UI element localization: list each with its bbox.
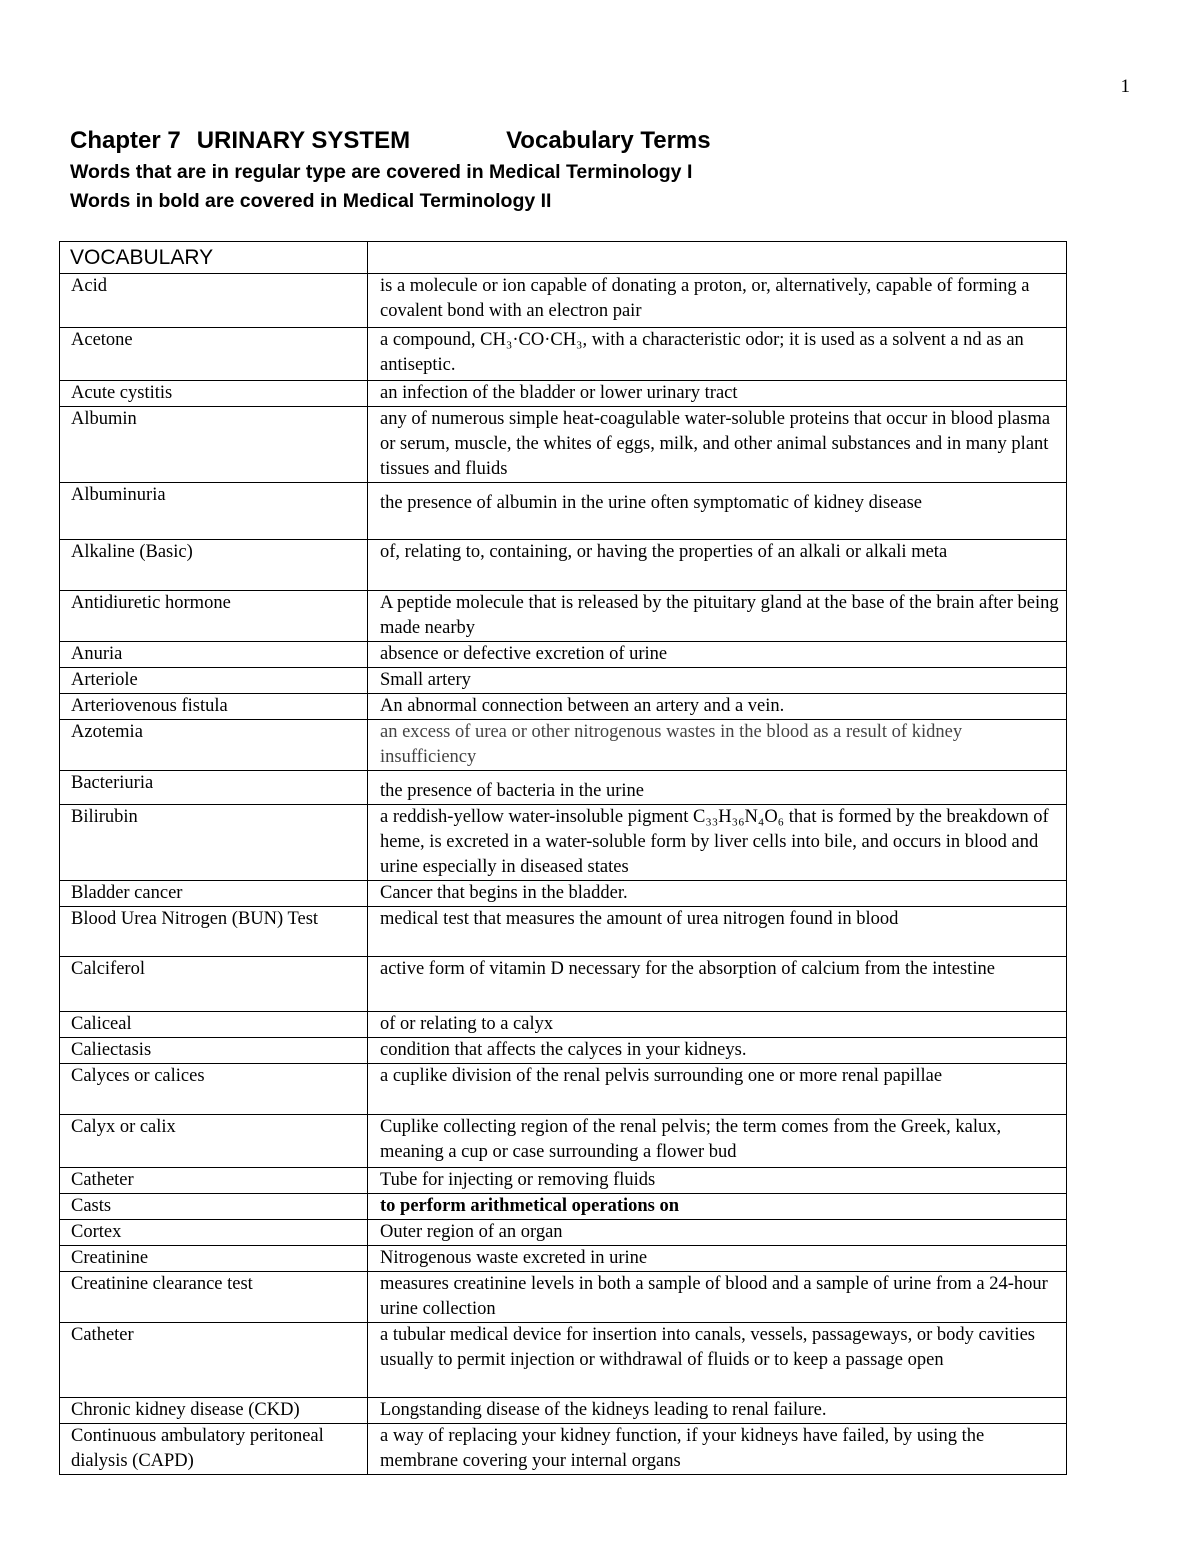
term-cell: Antidiuretic hormone <box>60 591 368 642</box>
definition-cell: an infection of the bladder or lower urinary tract <box>368 381 1067 407</box>
definition-cell: the presence of bacteria in the urine <box>368 771 1067 805</box>
table-row <box>60 1424 1067 1475</box>
table-row <box>60 805 1067 881</box>
term-cell: Calyx or calix <box>60 1115 368 1168</box>
table-row <box>60 407 1067 483</box>
table-row <box>60 771 1067 805</box>
definition-cell: condition that affects the calyces in your kidneys. <box>368 1038 1067 1064</box>
term-cell: Acid <box>60 274 368 328</box>
definition-cell: a tubular medical device for insertion into canals, vessels, passageways, or body cavities usually to permit injection or withdrawal of fluids or to keep a passage open <box>368 1323 1067 1398</box>
table-row <box>60 1064 1067 1115</box>
table-row <box>60 1168 1067 1194</box>
definition-cell: the presence of albumin in the urine often symptomatic of kidney disease <box>368 483 1067 540</box>
table-row <box>60 881 1067 907</box>
term-cell: Blood Urea Nitrogen (BUN) Test <box>60 907 368 957</box>
page-number: 1 <box>1120 76 1130 97</box>
term-cell: Creatinine <box>60 1246 368 1272</box>
document-header <box>70 124 711 216</box>
vocabulary-table <box>59 241 1067 1475</box>
term-cell: Catheter <box>60 1323 368 1398</box>
definition-cell: an excess of urea or other nitrogenous wastes in the blood as a result of kidney insufficiency <box>368 720 1067 771</box>
definition-cell: any of numerous simple heat-coagulable water-soluble proteins that occur in blood plasma or serum, muscle, the whites of eggs, milk, and other animal substances and in many plant tissues and fluids <box>368 407 1067 483</box>
definition-cell: to perform arithmetical operations on <box>368 1194 1067 1220</box>
term-cell: Casts <box>60 1194 368 1220</box>
definition-cell: a cuplike division of the renal pelvis surrounding one or more renal papillae <box>368 1064 1067 1115</box>
term-cell: Azotemia <box>60 720 368 771</box>
definition-cell: A peptide molecule that is released by the pituitary gland at the base of the brain after being made nearby <box>368 591 1067 642</box>
table-row <box>60 668 1067 694</box>
table-row <box>60 1323 1067 1398</box>
term-cell: Arteriovenous fistula <box>60 694 368 720</box>
table-row <box>60 1220 1067 1246</box>
term-cell: Anuria <box>60 642 368 668</box>
table-row <box>60 1398 1067 1424</box>
table-row <box>60 642 1067 668</box>
table-row <box>60 1038 1067 1064</box>
definition-header <box>368 242 1067 274</box>
definition-cell: Tube for injecting or removing fluids <box>368 1168 1067 1194</box>
term-cell: Cortex <box>60 1220 368 1246</box>
definition-cell: absence or defective excretion of urine <box>368 642 1067 668</box>
term-cell: Albumin <box>60 407 368 483</box>
table-row <box>60 907 1067 957</box>
definition-cell: a compound, CH₃·CO·CH₃, with a characteristic odor; it is used as a solvent a nd as an antiseptic. <box>368 328 1067 381</box>
definition-cell: Small artery <box>368 668 1067 694</box>
table-row <box>60 694 1067 720</box>
definition-cell: Nitrogenous waste excreted in urine <box>368 1246 1067 1272</box>
table-row <box>60 1246 1067 1272</box>
term-cell: Arteriole <box>60 668 368 694</box>
definition-cell: Outer region of an organ <box>368 1220 1067 1246</box>
definition-cell: measures creatinine levels in both a sample of blood and a sample of urine from a 24-hour urine collection <box>368 1272 1067 1323</box>
term-cell: Acetone <box>60 328 368 381</box>
definition-cell: An abnormal connection between an artery and a vein. <box>368 694 1067 720</box>
definition-cell: of, relating to, containing, or having the properties of an alkali or alkali meta <box>368 540 1067 591</box>
system-label: URINARY SYSTEM <box>196 127 411 154</box>
term-cell: Chronic kidney disease (CKD) <box>60 1398 368 1424</box>
title-line <box>70 124 711 158</box>
definition-cell: a way of replacing your kidney function, if your kidneys have failed, by using the membrane covering your internal organs <box>368 1424 1067 1475</box>
table-row <box>60 957 1067 1012</box>
term-cell: Catheter <box>60 1168 368 1194</box>
definition-cell: medical test that measures the amount of urea nitrogen found in blood <box>368 907 1067 957</box>
definition-cell: a reddish-yellow water-insoluble pigment C₃₃H₃₆N₄O₆ that is formed by the breakdown of heme, is excreted in a water-soluble form by liver cells into bile, and occurs in blood and urine especially in diseased states <box>368 805 1067 881</box>
chapter-label: Chapter 7 <box>70 127 181 154</box>
definition-cell: Cuplike collecting region of the renal pelvis; the term comes from the Greek, kalux, meaning a cup or case surrounding a flower bud <box>368 1115 1067 1168</box>
term-cell: Creatinine clearance test <box>60 1272 368 1323</box>
definition-cell: Cancer that begins in the bladder. <box>368 881 1067 907</box>
vocabulary-header: VOCABULARY <box>60 242 368 274</box>
term-cell: Acute cystitis <box>60 381 368 407</box>
term-cell: Albuminuria <box>60 483 368 540</box>
bold-type-note: Words in bold are covered in Medical Terminology II <box>70 190 552 212</box>
definition-cell: active form of vitamin D necessary for the absorption of calcium from the intestine <box>368 957 1067 1012</box>
table-row <box>60 328 1067 381</box>
table-row <box>60 274 1067 328</box>
table-row <box>60 1272 1067 1323</box>
term-cell: Bladder cancer <box>60 881 368 907</box>
table-row <box>60 381 1067 407</box>
definition-cell: is a molecule or ion capable of donating a proton, or, alternatively, capable of forming a covalent bond with an electron pair <box>368 274 1067 328</box>
term-cell: Bilirubin <box>60 805 368 881</box>
regular-type-note: Words that are in regular type are covered in Medical Terminology I <box>70 161 693 183</box>
table-row <box>60 483 1067 540</box>
term-cell: Calyces or calices <box>60 1064 368 1115</box>
table-row <box>60 540 1067 591</box>
term-cell: Calciferol <box>60 957 368 1012</box>
table-row <box>60 1194 1067 1220</box>
definition-cell: of or relating to a calyx <box>368 1012 1067 1038</box>
term-cell: Caliceal <box>60 1012 368 1038</box>
term-cell: Bacteriuria <box>60 771 368 805</box>
term-cell: Caliectasis <box>60 1038 368 1064</box>
term-cell: Alkaline (Basic) <box>60 540 368 591</box>
table-row <box>60 591 1067 642</box>
table-row <box>60 720 1067 771</box>
table-row <box>60 1115 1067 1168</box>
section-label: Vocabulary Terms <box>506 127 711 154</box>
table-header-row <box>60 242 1067 274</box>
term-cell: Continuous ambulatory peritoneal dialysis (CAPD) <box>60 1424 368 1475</box>
definition-cell: Longstanding disease of the kidneys leading to renal failure. <box>368 1398 1067 1424</box>
table-row <box>60 1012 1067 1038</box>
